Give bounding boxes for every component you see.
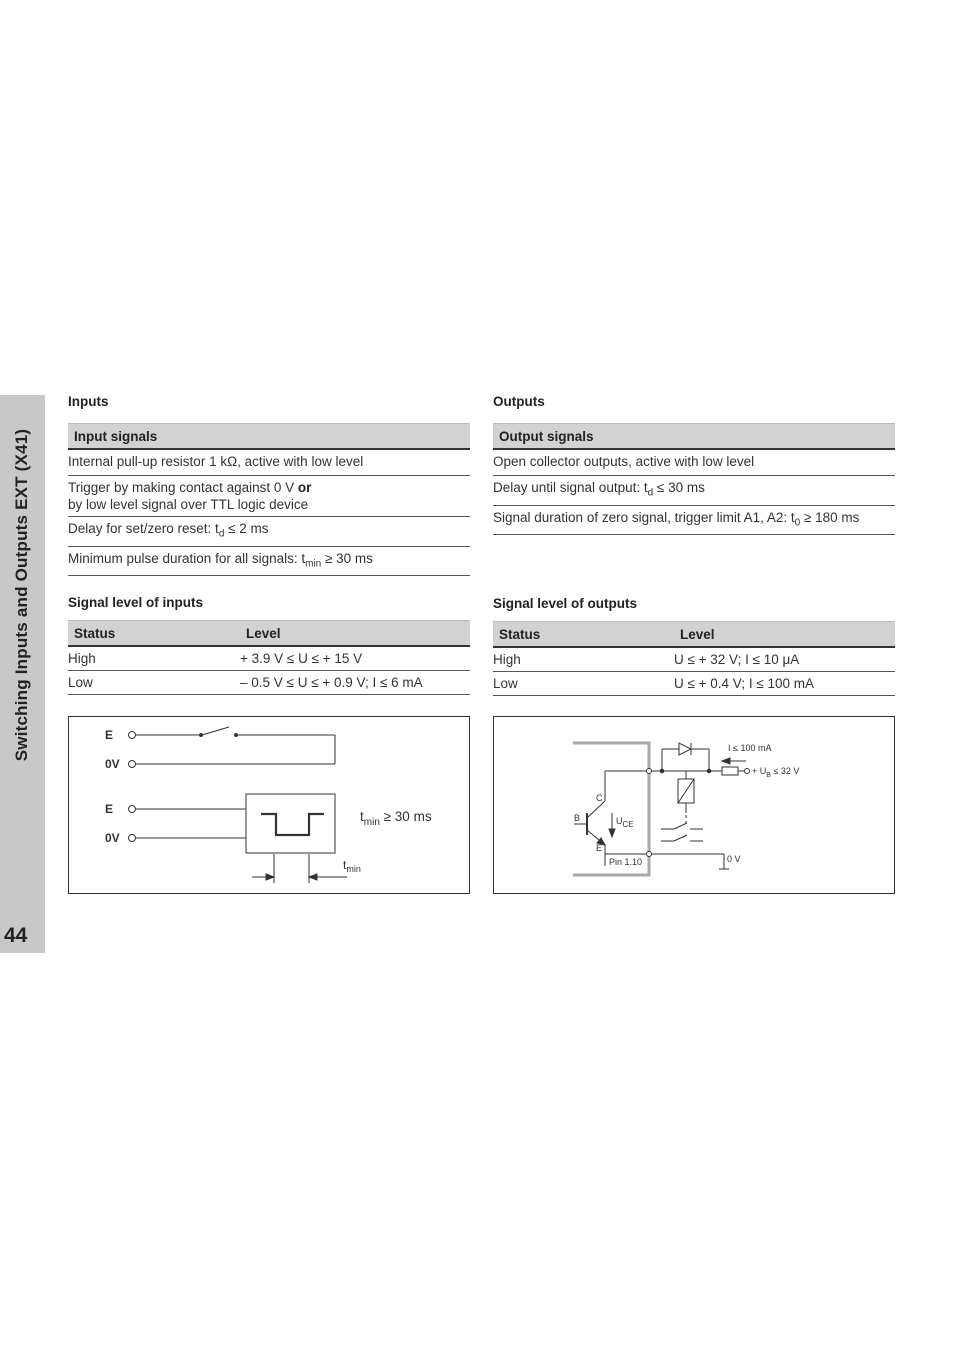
level-col-header: Level [674,622,895,648]
housing-outline [573,743,649,875]
current-label: I ≤ 100 mA [728,743,772,753]
input-timing-diagram [68,716,470,894]
table-row: Internal pull-up resistor 1 kΩ, active with low level [68,449,470,476]
signal-outputs-table [493,621,895,696]
terminal-0v1 [129,761,136,768]
ground-label: 0 V [727,854,741,864]
tmin-small-label: $t_{min}$ [343,858,361,874]
table-row: High U ≤ + 32 V; I ≤ 10 μA [493,647,895,672]
table-row: High + 3.9 V ≤ U ≤ + 15 V [68,646,470,671]
status-col-header: Status [493,622,674,648]
output-signals-table [493,423,895,535]
pulse-waveform [261,814,324,835]
resistor-symbol [722,767,738,775]
table-row: Delay until signal output: $t_d \le 30$ ms [493,476,895,506]
chapter-title: Switching Inputs and Outputs EXT (X41) [12,428,31,762]
outputs-heading: Outputs [493,394,545,409]
signal-inputs-table [68,620,470,695]
inputs-heading: Inputs [68,394,109,409]
supply-label: + $U_B \le 32$ V [752,766,800,779]
input-signals-table [68,423,470,576]
diode-symbol [679,743,691,755]
label-0v1: 0V [105,757,120,771]
table-row: Trigger by making contact against 0 V or by low level signal over TTL logic device [68,476,470,517]
page-number: 44 [4,924,28,947]
emitter-label: E [596,843,603,853]
base-label: B [574,813,581,823]
table-row: Low – 0.5 V ≤ U ≤ + 0.9 V; I ≤ 6 mA [68,671,470,695]
status-col-header: Status [68,621,240,647]
output-signals-header: Output signals [493,424,895,450]
table-row: Low U ≤ + 0.4 V; I ≤ 100 mA [493,672,895,696]
signal-inputs-heading: Signal level of inputs [68,595,204,610]
label-e1: E [105,728,114,742]
table-row: Signal duration of zero signal, trigger limit A1, A2: $t_0 \ge 180$ ms [493,505,895,535]
table-row: Minimum pulse duration for all signals: $t_{min} \ge 30$ ms [68,546,470,576]
uce-label: UCE [616,816,634,829]
table-row: Delay for set/zero reset: $t_d \le 2$ ms [68,517,470,547]
terminal-0v2 [129,835,136,842]
tmin-label: $t_{min} \ge 30$ ms [360,809,432,828]
input-signals-header: Input signals [68,424,470,450]
signal-outputs-heading: Signal level of outputs [493,596,638,611]
table-row: Open collector outputs, active with low level [493,449,895,476]
terminal-e2 [129,806,136,813]
pin-label: Pin 1.10 [609,857,643,867]
output-circuit-diagram [493,716,895,894]
terminal-e1 [129,732,136,739]
label-0v2: 0V [105,831,120,845]
pulse-box [246,794,335,853]
collector-label: C [596,793,603,803]
level-col-header: Level [240,621,470,647]
label-e2: E [105,802,114,816]
